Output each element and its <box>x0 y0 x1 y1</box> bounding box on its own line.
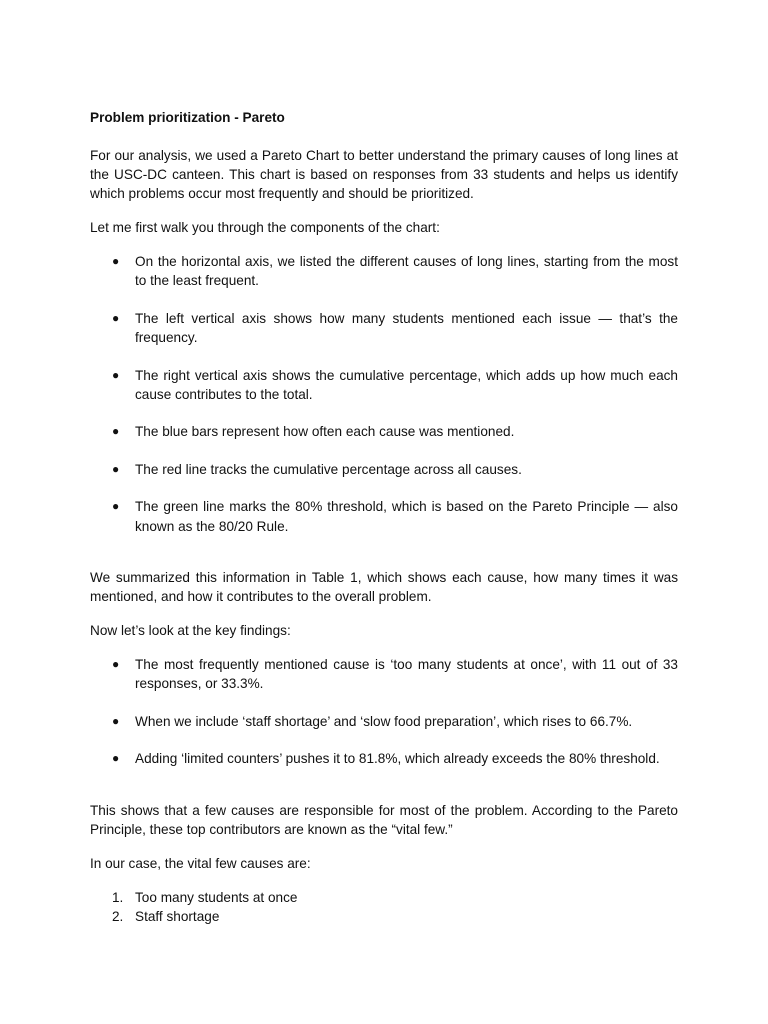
list-item-text: Staff shortage <box>135 908 220 924</box>
bullet-icon: ● <box>112 657 120 672</box>
list-item <box>90 366 678 405</box>
section-heading: Problem prioritization - Pareto <box>90 110 285 125</box>
list-item-text: Adding ‘limited counters’ pushes it to 81.8%, which already exceeds the 80% threshold. <box>135 751 660 767</box>
list-item-text: The right vertical axis shows the cumulative percentage, which adds up how much each cause contributes to the total. <box>135 367 678 403</box>
summary-paragraph: We summarized this information in Table 1, which shows each cause, how many times it was mentioned, and how it contributes to the overall problem. <box>90 570 678 605</box>
list-number: 2. <box>112 908 124 924</box>
bullet-icon: ● <box>112 367 120 382</box>
components-list <box>90 252 678 536</box>
list-item-text: The green line marks the 80% threshold, which is based on the Pareto Principle — also known as the 80/20 Rule. <box>135 499 678 534</box>
bullet-icon: ● <box>112 461 120 476</box>
walkthrough-paragraph: Let me first walk you through the components of the chart: <box>90 220 440 235</box>
vital-few-intro: In our case, the vital few causes are: <box>90 855 311 871</box>
document-page <box>90 108 678 926</box>
list-item-text: When we include ‘staff shortage’ and ‘slow food preparation’, which rises to 66.7%. <box>135 713 633 729</box>
list-item <box>90 749 678 768</box>
list-item-text: The left vertical axis shows how many students mentioned each issue — that’s the frequency. <box>135 310 678 346</box>
list-item <box>90 252 678 291</box>
conclusion-paragraph: This shows that a few causes are responsible for most of the problem. According to the Pareto Principle, these top contributors are known as the “vital few.” <box>90 802 678 837</box>
list-item-text: The most frequently mentioned cause is ‘too many students at once’, with 11 out of 33 responses, or 33.3%. <box>135 657 678 692</box>
list-item <box>90 655 678 694</box>
bullet-icon: ● <box>112 713 120 728</box>
bullet-icon: ● <box>112 424 120 439</box>
bullet-icon: ● <box>112 310 120 325</box>
findings-list <box>90 655 678 769</box>
list-number: 1. <box>112 889 124 905</box>
findings-intro: Now let’s look at the key findings: <box>90 623 291 639</box>
vital-few-list <box>90 888 678 926</box>
list-item-text: Too many students at once <box>135 889 298 905</box>
list-item <box>90 712 678 731</box>
bullet-icon: ● <box>112 751 120 766</box>
list-item <box>90 422 678 441</box>
list-item <box>90 497 678 536</box>
bullet-icon: ● <box>112 499 120 514</box>
bullet-icon: ● <box>112 254 120 268</box>
list-item-text: On the horizontal axis, we listed the different causes of long lines, starting from the most to the least frequent. <box>135 254 678 289</box>
list-item <box>90 460 678 479</box>
intro-paragraph: For our analysis, we used a Pareto Chart to better understand the primary causes of long lines at the USC-DC canteen. This chart is based on responses from 33 students and helps us identify which problems occur most frequently and should be prioritized. <box>90 148 678 201</box>
list-item <box>90 888 678 907</box>
list-item <box>90 309 678 348</box>
list-item-text: The blue bars represent how often each cause was mentioned. <box>135 424 515 440</box>
list-item <box>90 907 678 926</box>
list-item-text: The red line tracks the cumulative percentage across all causes. <box>135 461 522 477</box>
